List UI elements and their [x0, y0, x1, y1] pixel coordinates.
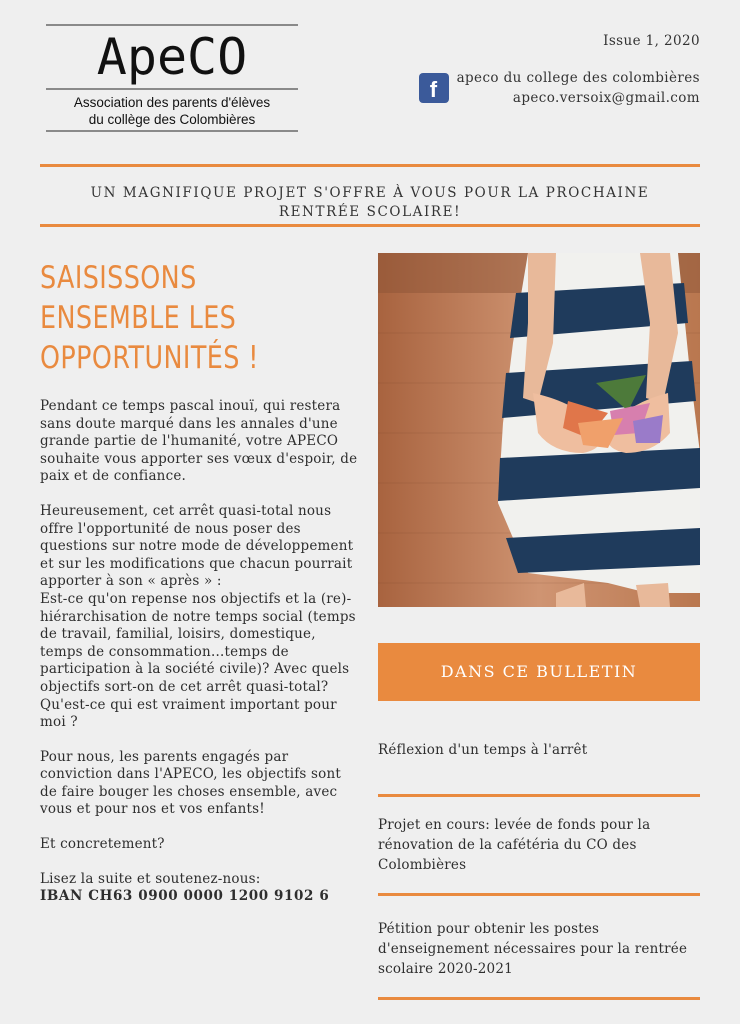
logo-subtitle-line2: du collège des Colombières [88, 112, 256, 127]
bulletin-divider [378, 794, 700, 797]
bulletin-header: DANS CE BULLETIN [378, 643, 700, 701]
header-contact [603, 33, 700, 49]
logo-title: ApeCO [96, 28, 248, 86]
facebook-icon[interactable]: f [419, 73, 449, 103]
facebook-name[interactable]: apeco du college des colombières [456, 70, 700, 86]
bulletin-item-2[interactable]: Projet en cours: levée de fonds pour la rénovation de la cafétéria du CO des Colombières [378, 817, 651, 873]
headline-line2: ENSEMBLE LES [40, 300, 237, 336]
logo-top-rule [46, 24, 298, 26]
headline-line3: OPPORTUNITÉS ! [40, 340, 259, 376]
bulletin-item-3[interactable]: Pétition pour obtenir les postes d'enseignement nécessaires pour la rentrée scolaire 2020-2021 [378, 921, 688, 977]
article-paragraph: Est-ce qu'on repense nos objectifs et la (re)-hiérarchisation de notre temps social (temps de travail, familial, loisirs, domestique, temps de consommation…temps de participation à la société civile)? Avec quels objectifs sort-on de cet arrêt quasi-total? Qu'est-ce qui est vraiment important pour moi ? [40, 590, 356, 731]
email-address[interactable]: apeco.versoix@gmail.com [512, 90, 700, 106]
banner [40, 184, 700, 222]
bulletin-divider [378, 893, 700, 896]
article-body [40, 398, 360, 906]
article-paragraph: Lisez la suite et soutenez-nous: [40, 870, 261, 887]
photo-illustration [378, 253, 700, 607]
article-paragraph: Pour nous, les parents engagés par conviction dans l'APECO, les objectifs sont de faire bouger les choses ensemble, avec vous et pour nos et vos enfants! [40, 748, 342, 818]
bulletin-item-1[interactable]: Réflexion d'un temps à l'arrêt [378, 742, 588, 758]
article-paragraph: Et concretement? [40, 836, 165, 853]
article-paragraph: Heureusement, cet arrêt quasi-total nous offre l'opportunité de nous poser des questions sur notre mode de développement et sur les modifications que chacun pourrait apporter à son « après » : [40, 502, 354, 590]
contact-row [419, 68, 700, 108]
logo-middle-rule [46, 88, 298, 90]
headline [40, 258, 302, 378]
logo-subtitle-line1: Association des parents d'élèves [73, 95, 271, 110]
logo-bottom-rule [46, 130, 298, 132]
contact-lines [457, 68, 700, 108]
iban-number: IBAN CH63 0900 0000 1200 9102 6 [40, 888, 330, 905]
photo-child-with-origami [378, 253, 700, 607]
headline-line1: SAISISSONS [40, 260, 197, 296]
divider-top [40, 164, 700, 167]
article-paragraph: Pendant ce temps pascal inouï, qui restera sans doute marqué dans les annales d'une grande partie de l'humanité, votre APECO souhaite vous apporter ses vœux d'espoir, de paix et de confiance. [40, 398, 358, 485]
banner-line2: RENTRÉE SCOLAIRE! [278, 204, 462, 220]
bulletin-divider [378, 997, 700, 1000]
issue-label: Issue 1, 2020 [603, 33, 700, 49]
logo-subtitle [46, 94, 298, 128]
banner-line1: UN MAGNIFIQUE PROJET S'OFFRE À VOUS POUR LA PROCHAINE [90, 185, 650, 201]
logo [46, 24, 298, 132]
divider-bottom [40, 224, 700, 227]
